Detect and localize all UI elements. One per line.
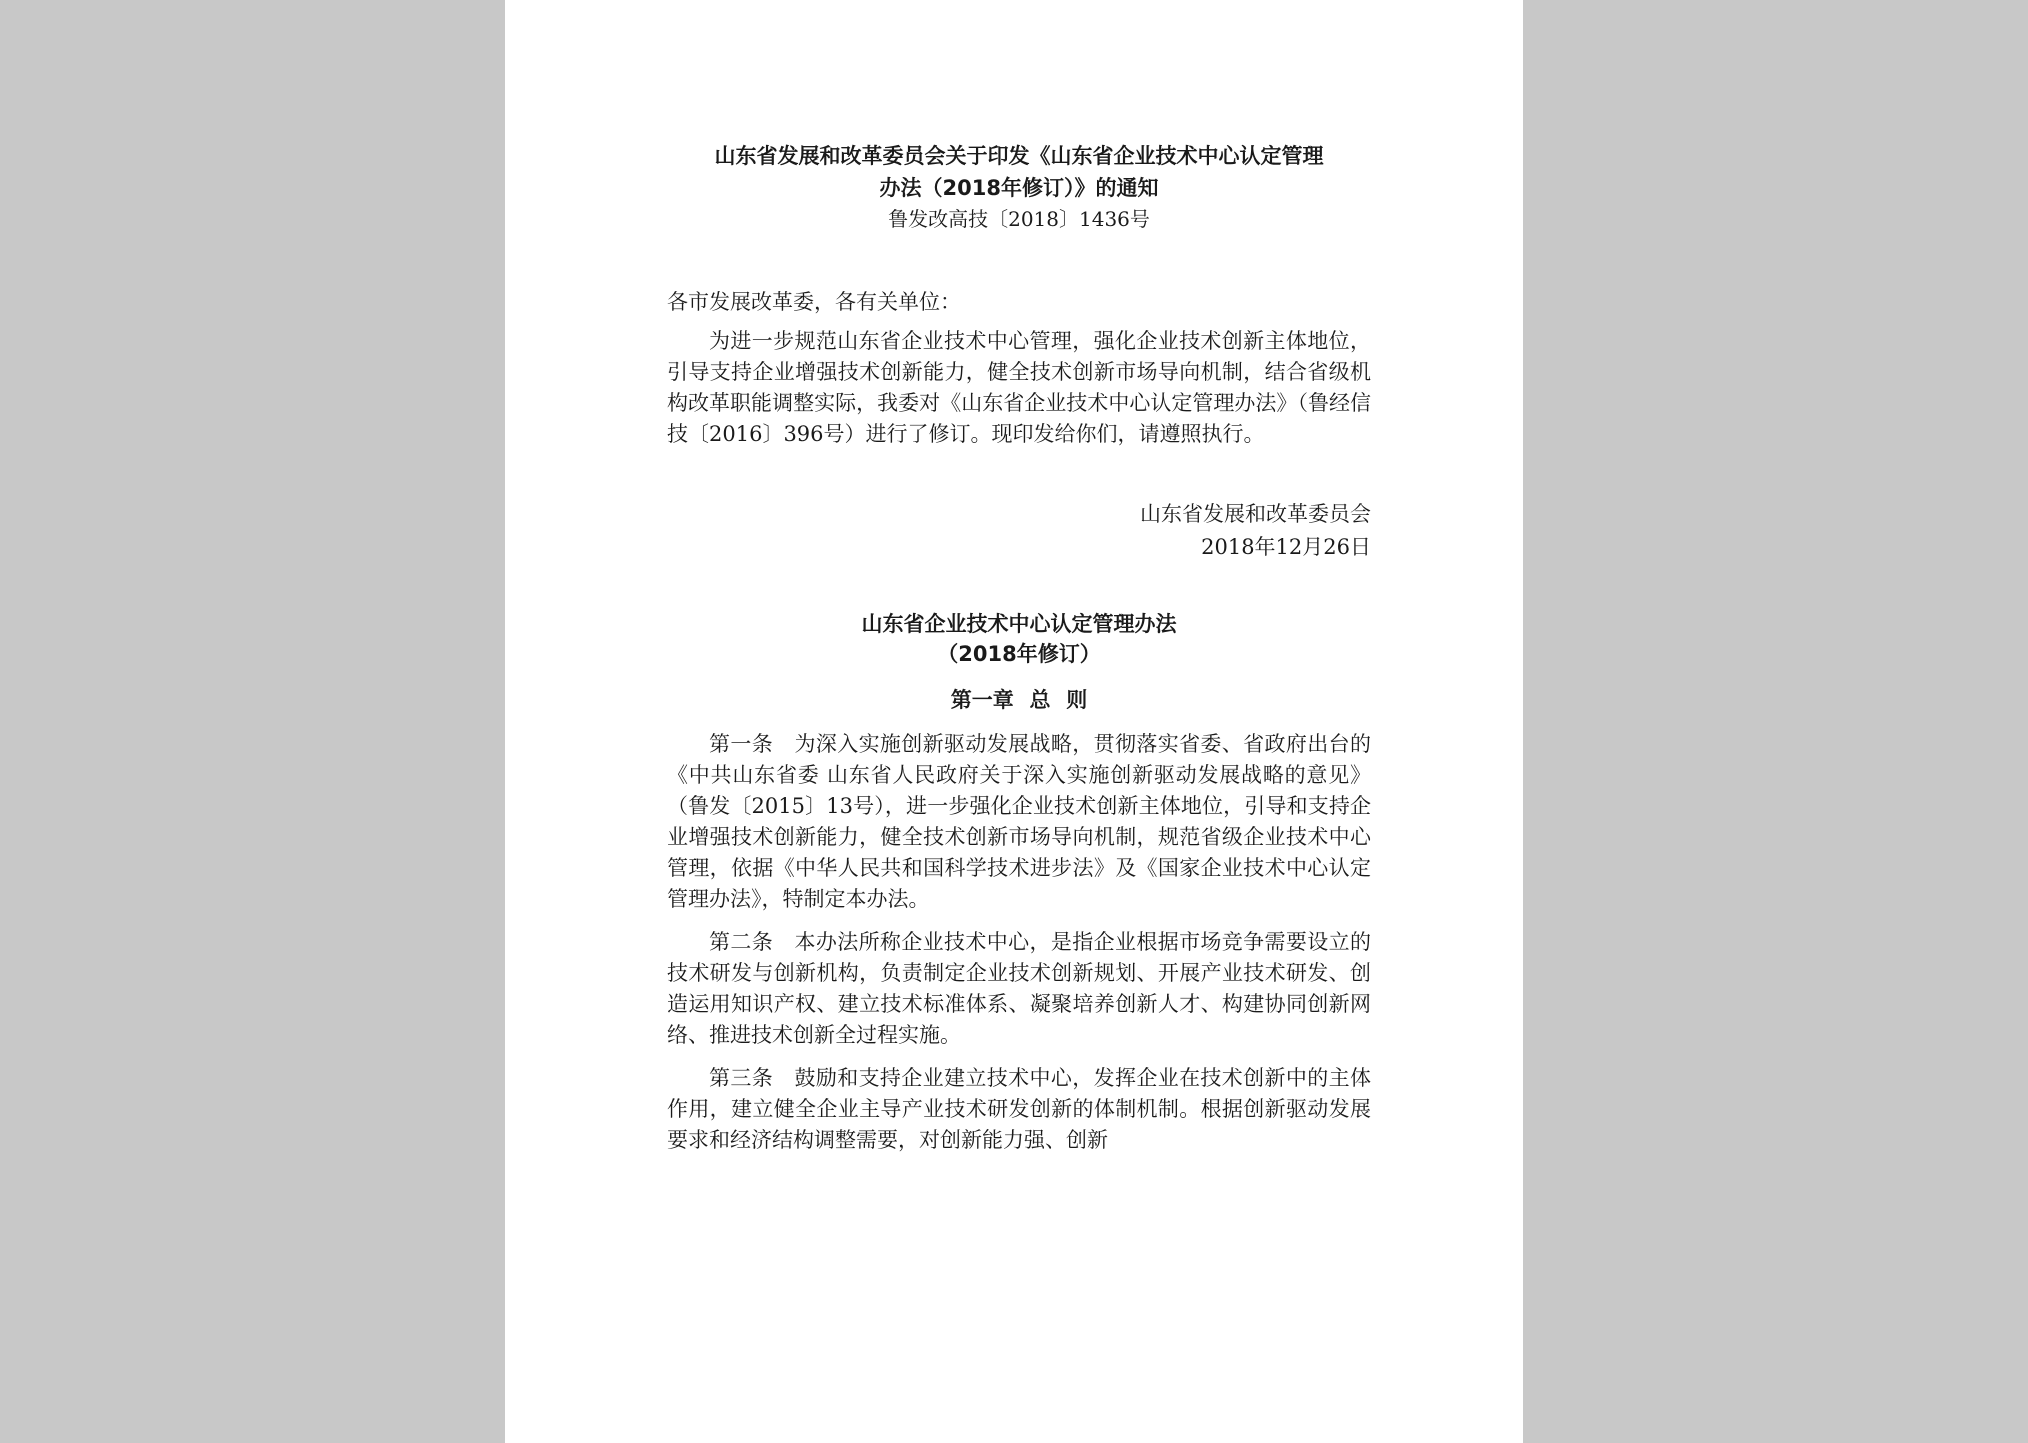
measures-title: 山东省企业技术中心认定管理办法 [861, 612, 1177, 636]
page-content [667, 140, 1371, 1156]
spacer [667, 915, 1371, 927]
measures-subtitle: （2018年修订） [937, 642, 1101, 666]
spacer [667, 234, 1371, 284]
salutation: 各市发展改革委，各有关单位： [667, 290, 961, 314]
spacer [667, 1051, 1371, 1063]
notice-title-line1: 山东省发展和改革委员会关于印发《山东省企业技术中心认定管理 [714, 144, 1324, 168]
notice-title-line2: 办法（2018年修订）》的通知 [879, 176, 1159, 200]
signature-date: 2018年12月26日 [1201, 535, 1371, 559]
article-2: 第二条 本办法所称企业技术中心，是指企业根据市场竞争需要设立的技术研发与创新机构，负责制定企业技术创新规划、开展产业技术研发、创造运用知识产权、建立技术标准体系、凝聚培养创新人才、构建协同创新网络、推进技术创新全过程实施。 [667, 930, 1371, 1047]
spacer [667, 450, 1371, 498]
spacer [667, 564, 1371, 609]
signature-organization: 山东省发展和改革委员会 [1140, 502, 1371, 526]
spacer [667, 669, 1371, 685]
document-number: 鲁发改高技〔2018〕1436号 [888, 207, 1150, 231]
article-1: 第一条 为深入实施创新驱动发展战略，贯彻落实省委、省政府出台的《中共山东省委 山东省人民政府关于深入实施创新驱动发展战略的意见》（鲁发〔2015〕13号），进一步强化企业技术创新主体地位，引导和支持企业增强技术创新能力，健全技术创新市场导向机制，规范省级企业技术中心管理，依据《中华人民共和国科学技术进步法》及《国家企业技术中心认定管理办法》，特制定本办法。 [667, 732, 1371, 911]
notice-body: 为进一步规范山东省企业技术中心管理，强化企业技术创新主体地位，引导支持企业增强技术创新能力，健全技术创新市场导向机制，结合省级机构改革职能调整实际，我委对《山东省企业技术中心认定管理办法》（鲁经信技〔2016〕396号）进行了修订。现印发给你们，请遵照执行。 [667, 329, 1371, 446]
document-page [505, 0, 1523, 1443]
spacer [667, 715, 1371, 729]
article-3: 第三条 鼓励和支持企业建立技术中心，发挥企业在技术创新中的主体作用，建立健全企业主导产业技术研发创新的体制机制。根据创新驱动发展要求和经济结构调整需要，对创新能力强、创新 [667, 1066, 1371, 1152]
chapter-title: 第一章 总 则 [950, 688, 1088, 712]
